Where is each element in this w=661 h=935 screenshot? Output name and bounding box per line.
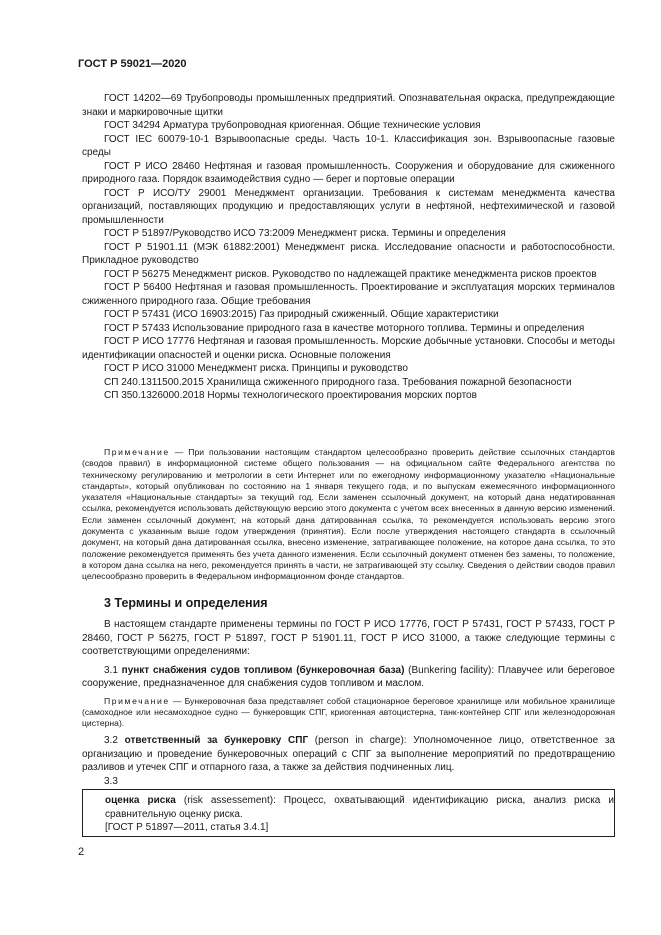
note-text: — При пользовании настоящим стандартом целесообразно проверить действие ссылочных стандартов (сводов правил) в информационной системе общего пользования — на официальном сайте Федерального агентства по техническому регулированию и метрологии в сети Интернет или по ежегодному информационному указателю «Национальные стандарты», который опубликован по состоянию на 1 января текущего года, и по выпускам ежемесячного информационного указателя «Национальные стандарты» за текущий год. Если заменен ссылочный документ, на который дана недатированная ссылка, рекомендуется использовать действующую версию этого документа с учетом всех внесенных в данную версию изменений. Если заменен ссылочный документ, на который дана датированная ссылка, то рекомендуется использовать версию этого документа с указанным выше годом утверждения (принятия). Если после утверждения настоящего стандарта в ссылочный документ, на который дана датированная ссылка, внесено изменение, затрагивающее положение, на которое дана ссылка, то это положение рекомендуется применять без учета данного изменения. Если ссылочный документ отменен без замены, то положение, в котором дана ссылка на него, рекомендуется принять в части, не затрагивающей эту ссылку. Сведения о действии сводов правил целесообразно проверить в Федеральном информационном фонде стандартов. (82, 447, 615, 582)
reference-item: СП 240.1311500.2015 Хранилища сжиженного природного газа. Требования пожарной безопасности (104, 376, 572, 388)
section-intro: В настоящем стандарте применены термины по ГОСТ Р ИСО 17776, ГОСТ Р 57431, ГОСТ Р 57433, ГОСТ Р 28460, ГОСТ Р 56275, ГОСТ Р 51897, ГОСТ Р 51901.11, ГОСТ Р ИСО 31000, а также следующие термины с соответствующими определениями: (82, 619, 615, 657)
reference-item: ГОСТ Р 51901.11 (МЭК 61882:2001) Менеджмент риска. Исследование опасности и работоспособности. Прикладное руководство (82, 241, 615, 266)
note-text: — Бункеровочная база представляет собой стационарное береговое хранилище или мобильное хранилище (самоходное или несамоходное судно — бункеровщик СПГ, криогенная автоцистерна, танк-контейнер СПГ или железнодорожная цистерна). (82, 695, 615, 729)
note-label: Примечание (104, 447, 170, 457)
term-definition: (risk assessement): Процесс, охватывающий идентификацию риска, анализ риска и сравнительную оценку риска. (105, 795, 614, 820)
term-number: 3.1 (104, 664, 118, 676)
section-title: 3 Термины и определения (104, 596, 268, 610)
references-note (82, 447, 615, 583)
reference-item: ГОСТ Р 51897/Руководство ИСО 73:2009 Менеджмент риска. Термины и определения (104, 228, 506, 239)
normative-references-list (82, 92, 615, 403)
term-definition: (person in charge): Уполномоченное лицо, ответственное за организацию и проведение бункеровочных операций с СПГ за выполнение мероприятий по предотвращению разливов и утечек СПГ и отпарного газа, а также за действия подчиненных лиц. (82, 735, 615, 774)
term-name: оценка риска (105, 795, 176, 806)
term-3-1-note (82, 696, 615, 730)
reference-item: ГОСТ 14202—69 Трубопроводы промышленных предприятий. Опознавательная окраска, предупреждающие знаки и маркировочные щитки (82, 93, 615, 118)
term-3-2 (82, 734, 615, 775)
note-label: Примечание (104, 695, 170, 706)
reference-item: ГОСТ Р 57431 (ИСО 16903:2015) Газ природный сжиженный. Общие характеристики (104, 309, 499, 320)
reference-item: ГОСТ Р ИСО 28460 Нефтяная и газовая промышленность. Сооружения и оборудование для сжиженного природного газа. Порядок взаимодействия судно — берег и портовые операции (82, 160, 615, 185)
term-3-3-box (82, 789, 615, 837)
reference-item: ГОСТ Р ИСО 31000 Менеджмент риска. Принципы и руководство (104, 363, 408, 374)
term-3-1 (82, 664, 615, 691)
term-3-3-number: 3.3 (104, 775, 118, 787)
term-number: 3.2 (104, 735, 118, 747)
term-name: пункт снабжения судов топливом (бункеровочная база) (121, 664, 405, 676)
reference-item: ГОСТ IEC 60079-10-1 Взрывоопасные среды. Часть 10-1. Классификация зон. Взрывоопасные газовые среды (82, 133, 615, 158)
term-3-3 (83, 794, 614, 821)
reference-item: ГОСТ Р 56400 Нефтяная и газовая промышленность. Проектирование и эксплуатация морских терминалов сжиженного природного газа. Общие требования (82, 282, 615, 307)
term-definition: (Bunkering facility): Плавучее или береговое сооружение, предназначенное для снабжения судов топливом и маслом. (82, 664, 615, 689)
reference-item: ГОСТ Р 56275 Менеджмент рисков. Руководство по надлежащей практике менеджмента рисков проектов (104, 268, 597, 280)
term-name: ответственный за бункеровку СПГ (124, 735, 309, 747)
document-code: ГОСТ Р 59021—2020 (78, 58, 187, 70)
reference-item: ГОСТ Р ИСО/ТУ 29001 Менеджмент организации. Требования к системам менеджмента качества организаций, поставляющих продукцию и предоставляющих услуги в нефтяной, нефтехимической и газовой промышленности (82, 187, 615, 226)
reference-item: ГОСТ Р ИСО 17776 Нефтяная и газовая промышленность. Морские добычные установки. Способы и методы идентификации опасностей и оценки риска. Основные положения (82, 336, 615, 361)
page-number: 2 (78, 846, 85, 858)
term-source: [ГОСТ Р 51897—2011, статья 3.4.1] (105, 822, 269, 833)
reference-item: СП 350.1326000.2018 Нормы технологического проектирования морских портов (104, 390, 477, 401)
reference-item: ГОСТ 34294 Арматура трубопроводная криогенная. Общие технические условия (104, 120, 481, 131)
terms-section (82, 618, 615, 789)
reference-item: ГОСТ Р 57433 Использование природного газа в качестве моторного топлива. Термины и определения (104, 322, 585, 334)
